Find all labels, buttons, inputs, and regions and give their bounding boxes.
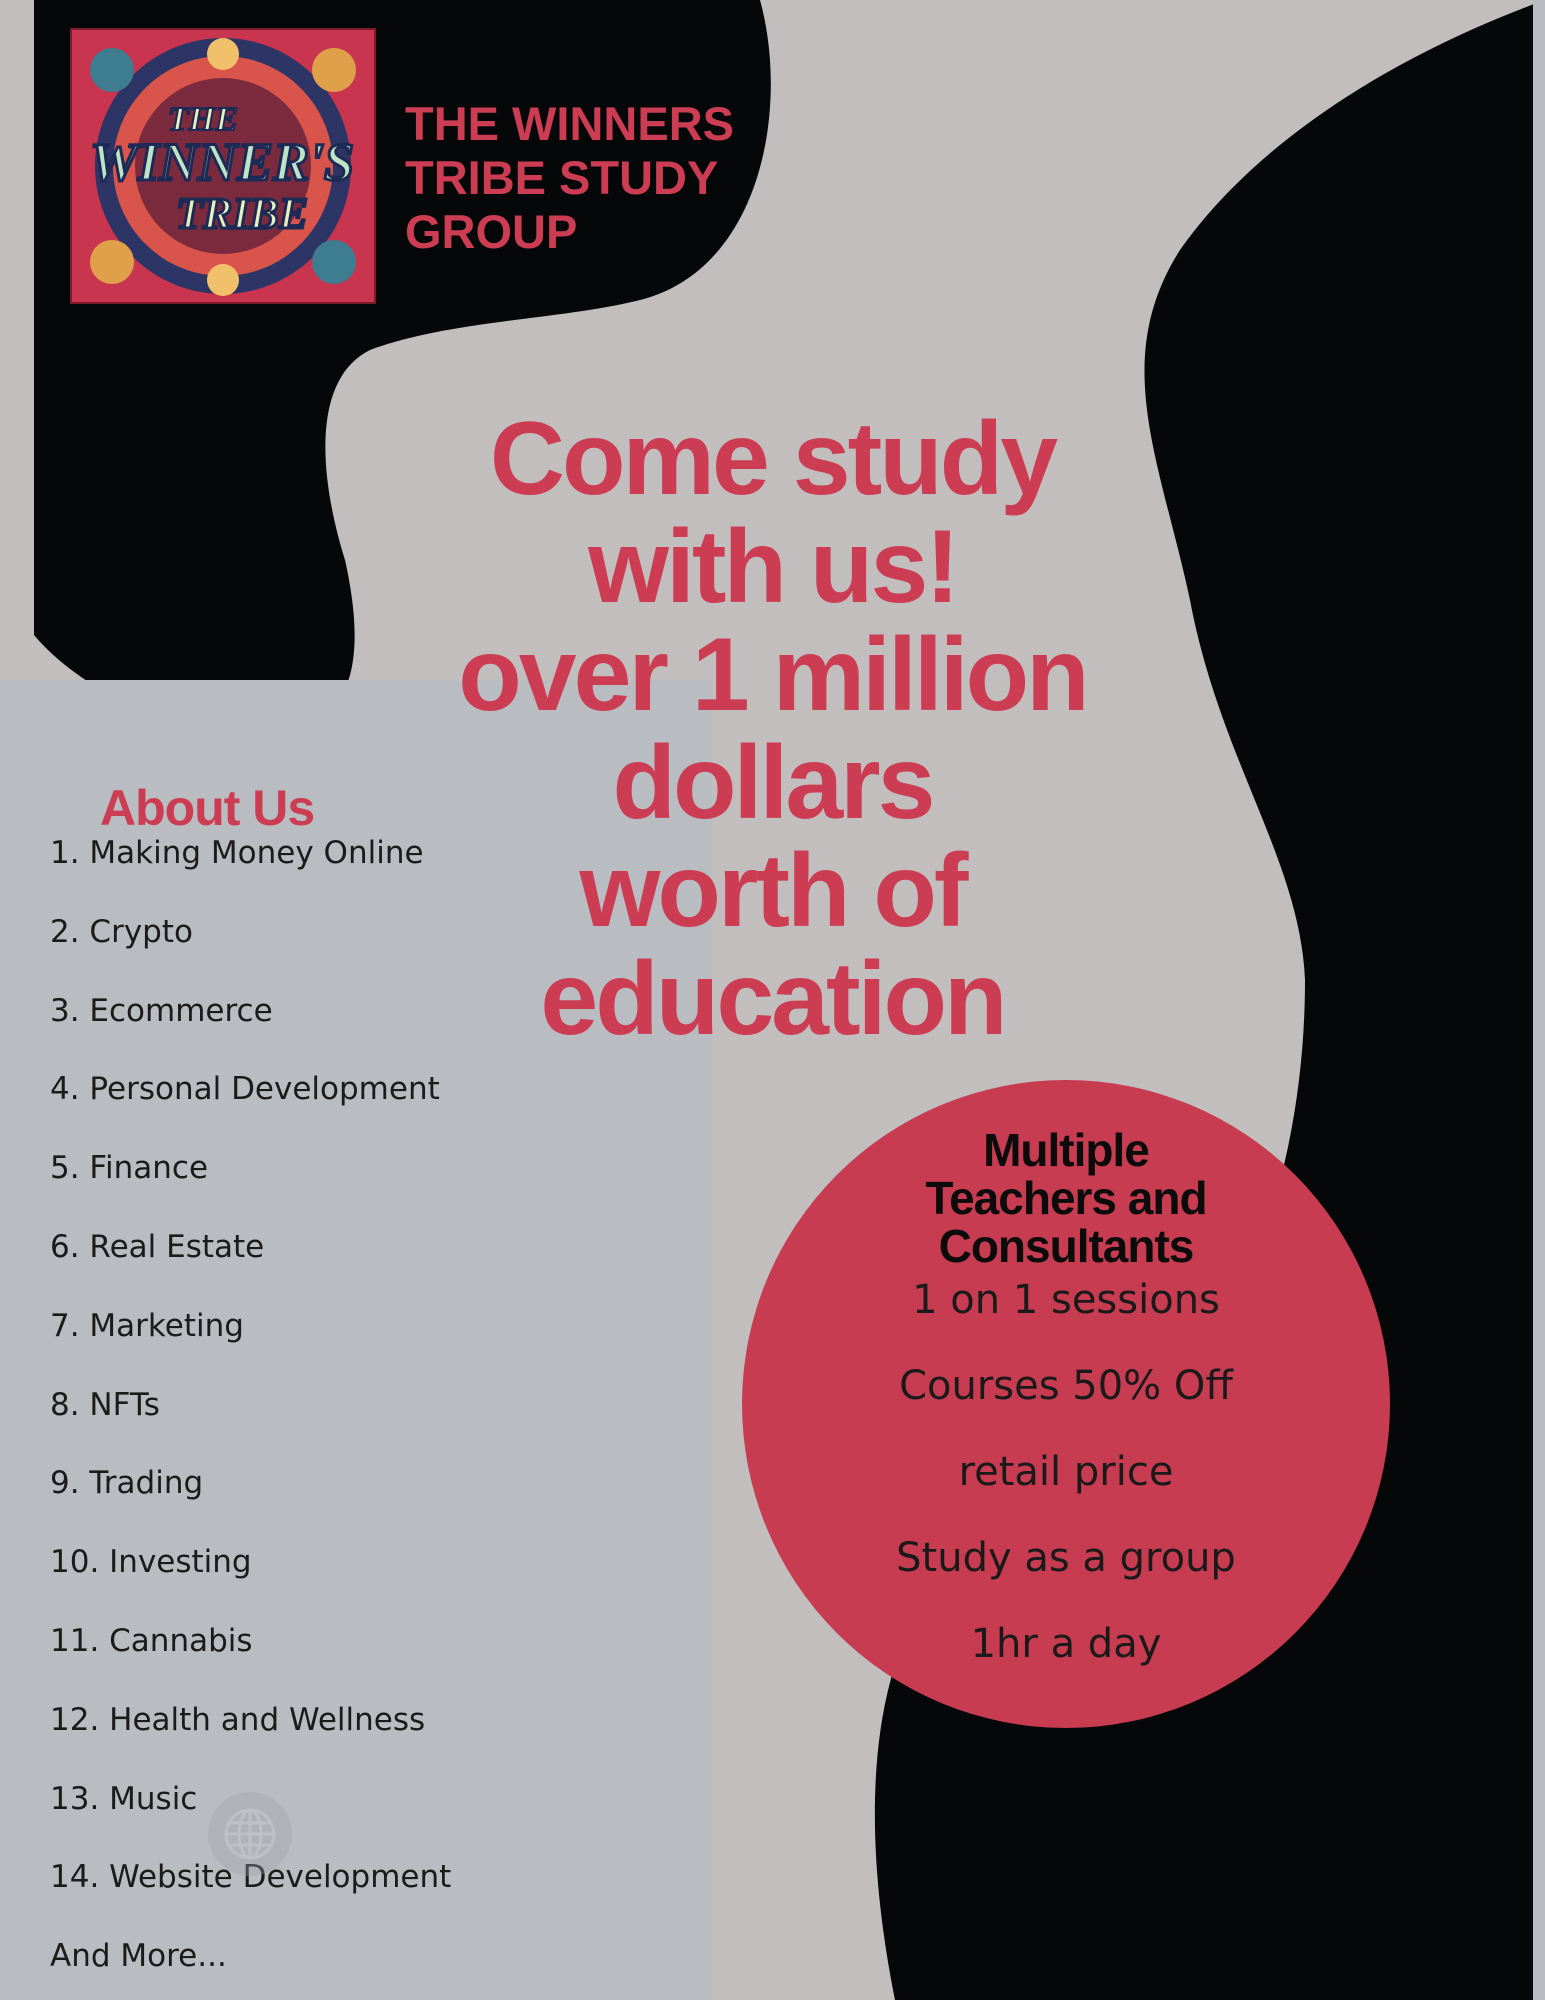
winners-tribe-logo-icon [72,30,374,302]
list-item: 12. Health and Wellness [50,1701,426,1738]
list-item: 10. Investing [50,1544,252,1581]
logo-text-the: THE [168,101,238,138]
list-item: 5. Finance [50,1150,209,1187]
list-item: 3. Ecommerce [50,992,273,1029]
feature-item: retail price [958,1449,1174,1495]
list-item: 4. Personal Development [50,1071,440,1108]
feature-item: Courses 50% Off [899,1363,1233,1409]
globe-icon [206,1790,294,1878]
list-item: 6. Real Estate [50,1228,265,1265]
feature-item: 1 on 1 sessions [912,1277,1220,1323]
logo [70,28,376,304]
brand-title: THE WINNERS TRIBE STUDY GROUP [405,97,734,258]
circle-heading: Multiple Teachers and Consultants [925,1124,1207,1272]
headline: Come study with us! over 1 million dollars worth of education [458,401,1087,1057]
feature-item: Study as a group [896,1535,1236,1581]
list-item: 2. Crypto [50,913,193,950]
list-item: And More... [50,1938,227,1975]
feature-item: 1hr a day [970,1621,1162,1667]
list-item: 1. Making Money Online [50,835,424,871]
features-list [742,1275,1390,1705]
offer-circle [742,1080,1390,1728]
list-item: 9. Trading [50,1465,204,1502]
list-item: 7. Marketing [50,1307,244,1344]
list-item: 14. Website Development [50,1859,452,1896]
logo-text-tribe: TRIBE [175,189,309,238]
list-item: 8. NFTs [50,1386,160,1423]
right-edge-strip [1533,0,1545,2000]
list-item: 11. Cannabis [50,1622,253,1659]
list-item: 13. Music [50,1780,198,1817]
about-us-heading: About Us [100,780,315,836]
logo-text-winners: WINNER'S [89,132,355,192]
